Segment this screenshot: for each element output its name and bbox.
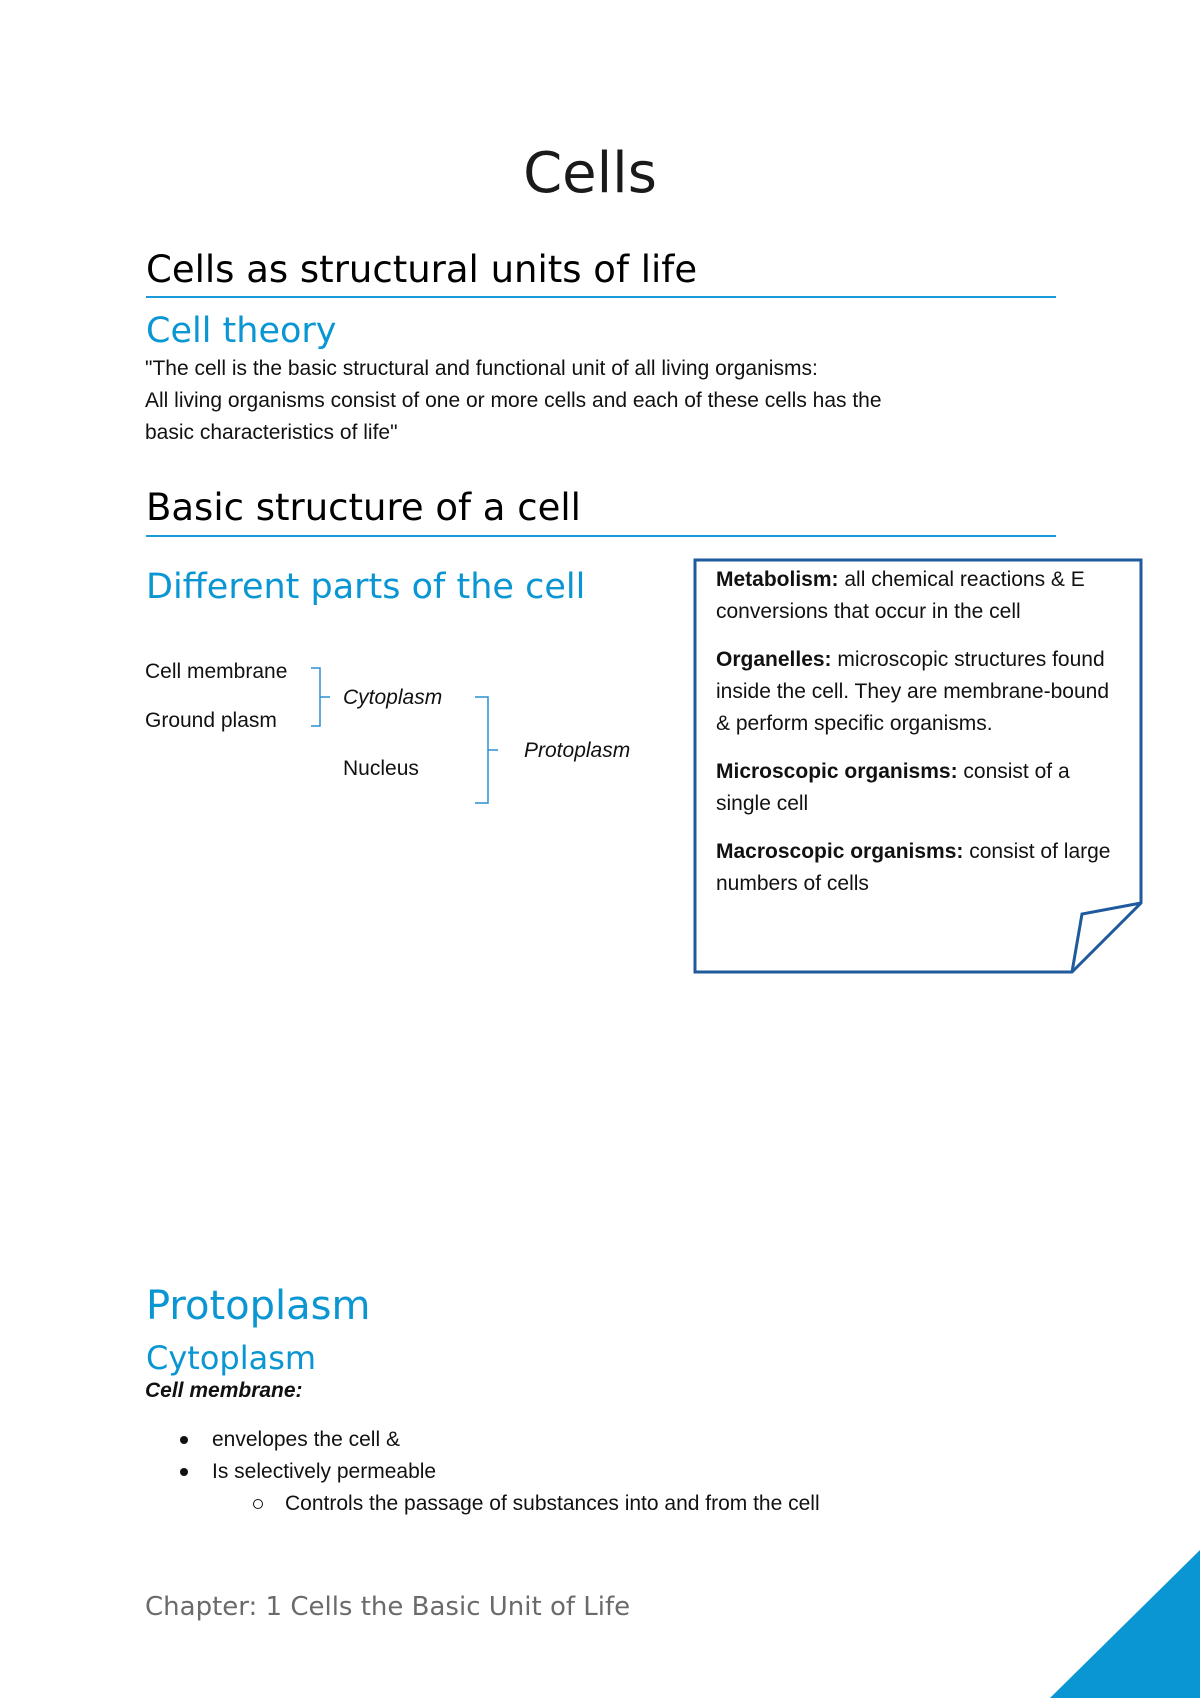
quote-line: All living organisms consist of one or more cells and each of these cells has the bbox=[145, 389, 882, 412]
bullet-icon bbox=[180, 1468, 188, 1476]
bracket-protoplasm bbox=[475, 697, 498, 803]
label-cell-membrane-bold: Cell membrane: bbox=[145, 1379, 303, 1402]
label-ground-plasm: Ground plasm bbox=[145, 709, 277, 732]
callout-definitions bbox=[716, 564, 1126, 916]
term: Macroscopic organisms: bbox=[716, 840, 964, 863]
definition-microscopic: Microscopic organisms: consist of a single cell bbox=[716, 760, 1070, 815]
subheading-cytoplasm: Cytoplasm bbox=[146, 1339, 317, 1377]
quote-line: "The cell is the basic structural and functional unit of all living organisms: bbox=[145, 357, 818, 380]
label-nucleus: Nucleus bbox=[343, 757, 419, 780]
bullet-icon bbox=[180, 1436, 188, 1444]
label-protoplasm: Protoplasm bbox=[524, 739, 631, 762]
list-item: Is selectively permeable bbox=[180, 1460, 436, 1484]
sub-list-item: Controls the passage of substances into and from the cell bbox=[253, 1492, 820, 1516]
subheading-cell-theory: Cell theory bbox=[146, 311, 337, 351]
term: Microscopic organisms: bbox=[716, 760, 958, 783]
quote-line: basic characteristics of life" bbox=[145, 421, 398, 444]
definition-macroscopic: Macroscopic organisms: consist of large numbers of cells bbox=[716, 840, 1111, 895]
footer-chapter: Chapter: 1 Cells the Basic Unit of Life bbox=[145, 1592, 631, 1622]
term: Metabolism: bbox=[716, 568, 839, 591]
label-cell-membrane: Cell membrane bbox=[145, 660, 288, 683]
bracket-cytoplasm bbox=[311, 668, 330, 726]
page-title: Cells bbox=[523, 141, 657, 206]
list-item: envelopes the cell & bbox=[180, 1428, 400, 1452]
hollow-bullet-icon bbox=[253, 1499, 263, 1509]
corner-accent-triangle bbox=[1050, 1550, 1200, 1698]
heading-protoplasm: Protoplasm bbox=[146, 1283, 371, 1329]
section-heading-structural-units: Cells as structural units of life bbox=[146, 248, 698, 291]
label-cytoplasm: Cytoplasm bbox=[343, 686, 443, 709]
subheading-different-parts: Different parts of the cell bbox=[146, 567, 586, 607]
definition-organelles: Organelles: microscopic structures found inside the cell. They are membrane-bound & perform specific organisms. bbox=[716, 648, 1110, 735]
definition-metabolism: Metabolism: all chemical reactions & E conversions that occur in the cell bbox=[716, 568, 1085, 623]
section-heading-basic-structure: Basic structure of a cell bbox=[146, 486, 581, 529]
term: Organelles: bbox=[716, 648, 832, 671]
